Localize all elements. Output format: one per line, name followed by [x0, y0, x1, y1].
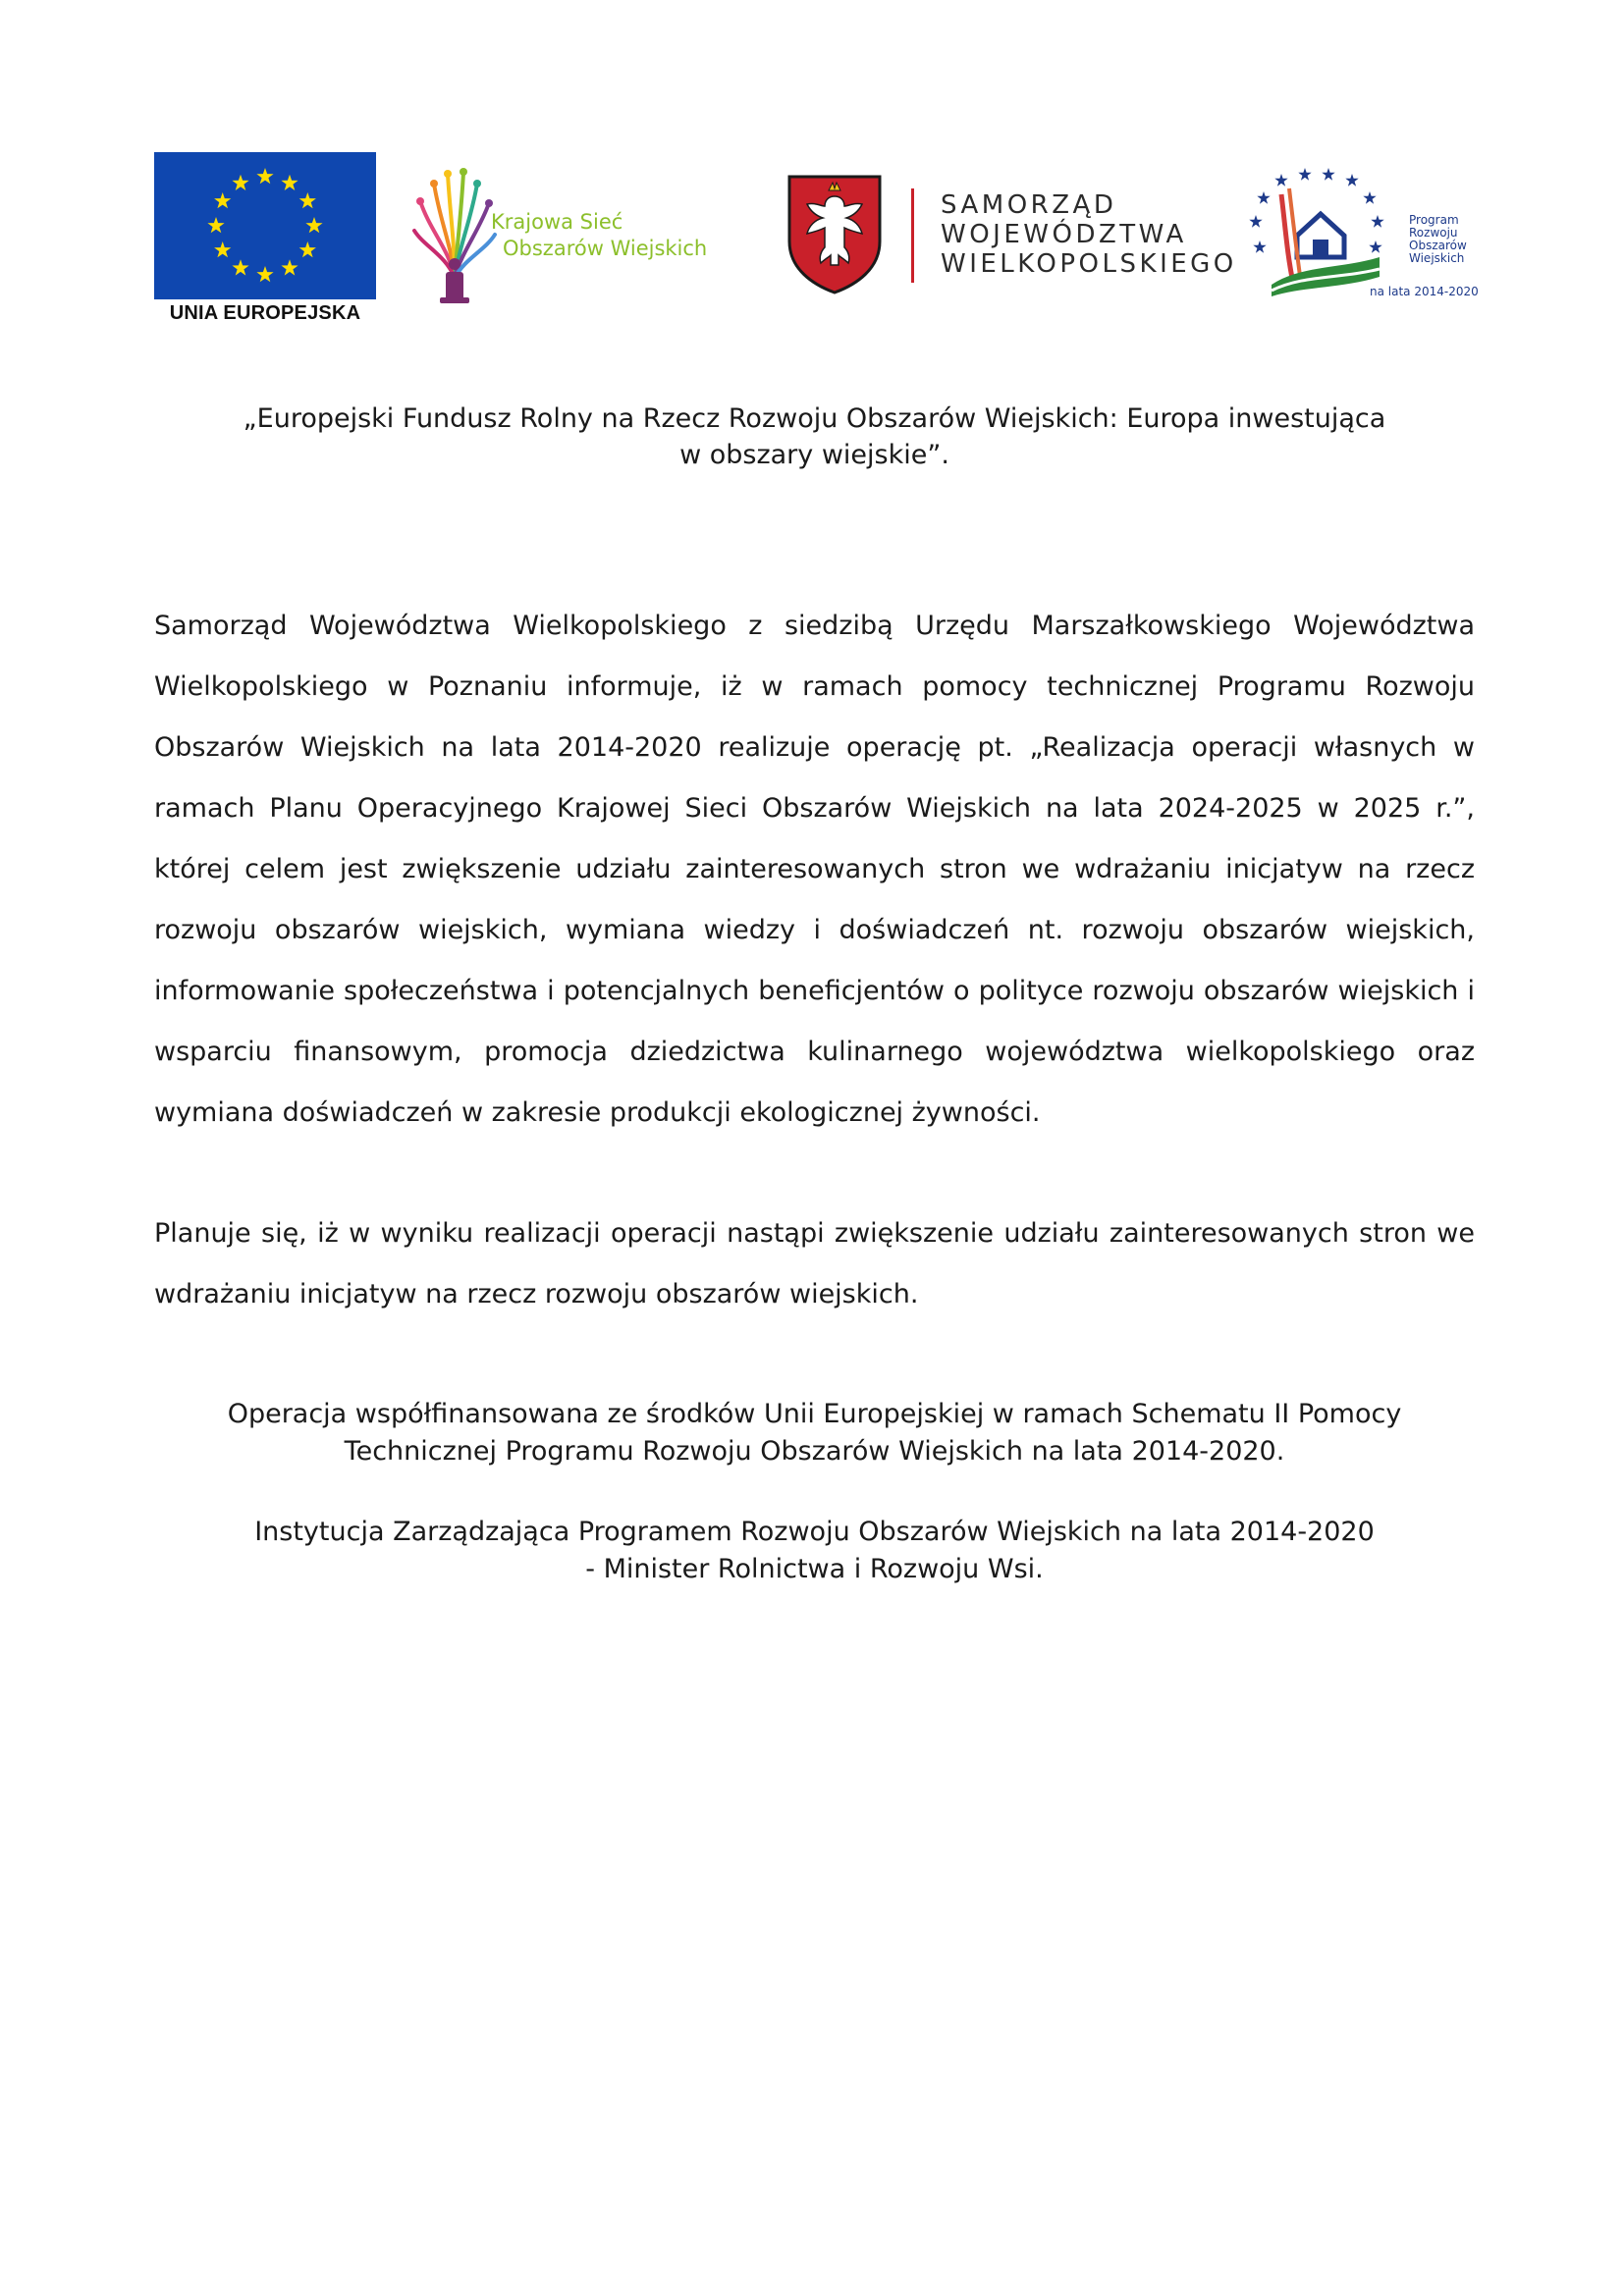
heading-line1: „Europejski Fundusz Rolny na Rzecz Rozwoju Obszarów Wiejskich: Europa inwestująca — [243, 403, 1386, 434]
managing-authority-note — [154, 1514, 1475, 1588]
samorzad-line3: WIELKOPOLSKIEGO — [941, 249, 1237, 279]
eu-stars-icon — [154, 152, 376, 299]
eu-flag — [154, 152, 376, 299]
eagle-crest-icon — [785, 173, 884, 294]
ksow-line2: Obszarów Wiejskich — [503, 237, 708, 260]
prow-emblem-icon — [1242, 167, 1399, 304]
samorzad-divider — [911, 188, 914, 283]
samorzad-line2: WOJEWÓDZTWA — [941, 220, 1187, 249]
cofinancing-note — [154, 1396, 1475, 1470]
body-paragraph-2: Planuje się, iż w wyniku realizacji operacji nastąpi zwiększenie udziału zainteresowanych stron we wdrażaniu inicjatyw na rzecz rozwoju obszarów wiejskich. — [154, 1218, 1475, 1309]
prow-line4: Wiejskich — [1409, 251, 1465, 265]
eu-logo — [154, 152, 376, 326]
prow-line1: Program — [1409, 213, 1459, 227]
cofinancing-line2: Technicznej Programu Rozwoju Obszarów Wiejskich na lata 2014-2020. — [344, 1436, 1285, 1467]
document-heading — [154, 400, 1475, 473]
prow-years: na lata 2014-2020 — [1370, 285, 1479, 298]
prow-line2: Rozwoju — [1409, 226, 1458, 240]
ksow-tree-icon — [410, 162, 499, 309]
samorzad-logo — [785, 173, 1237, 294]
ksow-logo — [410, 162, 754, 309]
body-paragraph-1: Samorząd Województwa Wielkopolskiego z siedzibą Urzędu Marszałkowskiego Województwa Wielkopolskiego w Poznaniu informuje, iż w ramach pomocy technicznej Programu Rozwoju Obszarów Wiejskich na lata 2014-2020 realizuje operację pt. „Realizacja operacji własnych w ramach Planu Operacyjnego Krajowej Sieci Obszarów Wiejskich na lata 2024-2025 w 2025 r.”, której celem jest zwiększenie udziału zainteresowanych stron we wdrażaniu inicjatyw na rzecz rozwoju obszarów wiejskich, wymiana wiedzy i doświadczeń nt. rozwoju obszarów wiejskich, informowanie społeczeństwa i potencjalnych beneficjentów o polityce rozwoju obszarów wiejskich i wsparciu finansowym, promocja dziedzictwa kulinarnego województwa wielkopolskiego oraz wymiana doświadczeń w zakresie produkcji ekologicznej żywności. — [154, 611, 1475, 1128]
ksow-line1: Krajowa Sieć — [491, 210, 623, 234]
prow-line3: Obszarów — [1409, 239, 1467, 252]
samorzad-line1: SAMORZĄD — [941, 190, 1117, 220]
prow-logo — [1242, 167, 1488, 304]
authority-line1: Instytucja Zarządzająca Programem Rozwoju Obszarów Wiejskich na lata 2014-2020 — [254, 1517, 1375, 1547]
cofinancing-line1: Operacja współfinansowana ze środków Unii Europejskiej w ramach Schematu II Pomocy — [227, 1399, 1402, 1429]
authority-line2: - Minister Rolnictwa i Rozwoju Wsi. — [585, 1554, 1044, 1584]
heading-line2: w obszary wiejskie”. — [679, 440, 949, 470]
eu-caption: UNIA EUROPEJSKA — [169, 302, 361, 324]
